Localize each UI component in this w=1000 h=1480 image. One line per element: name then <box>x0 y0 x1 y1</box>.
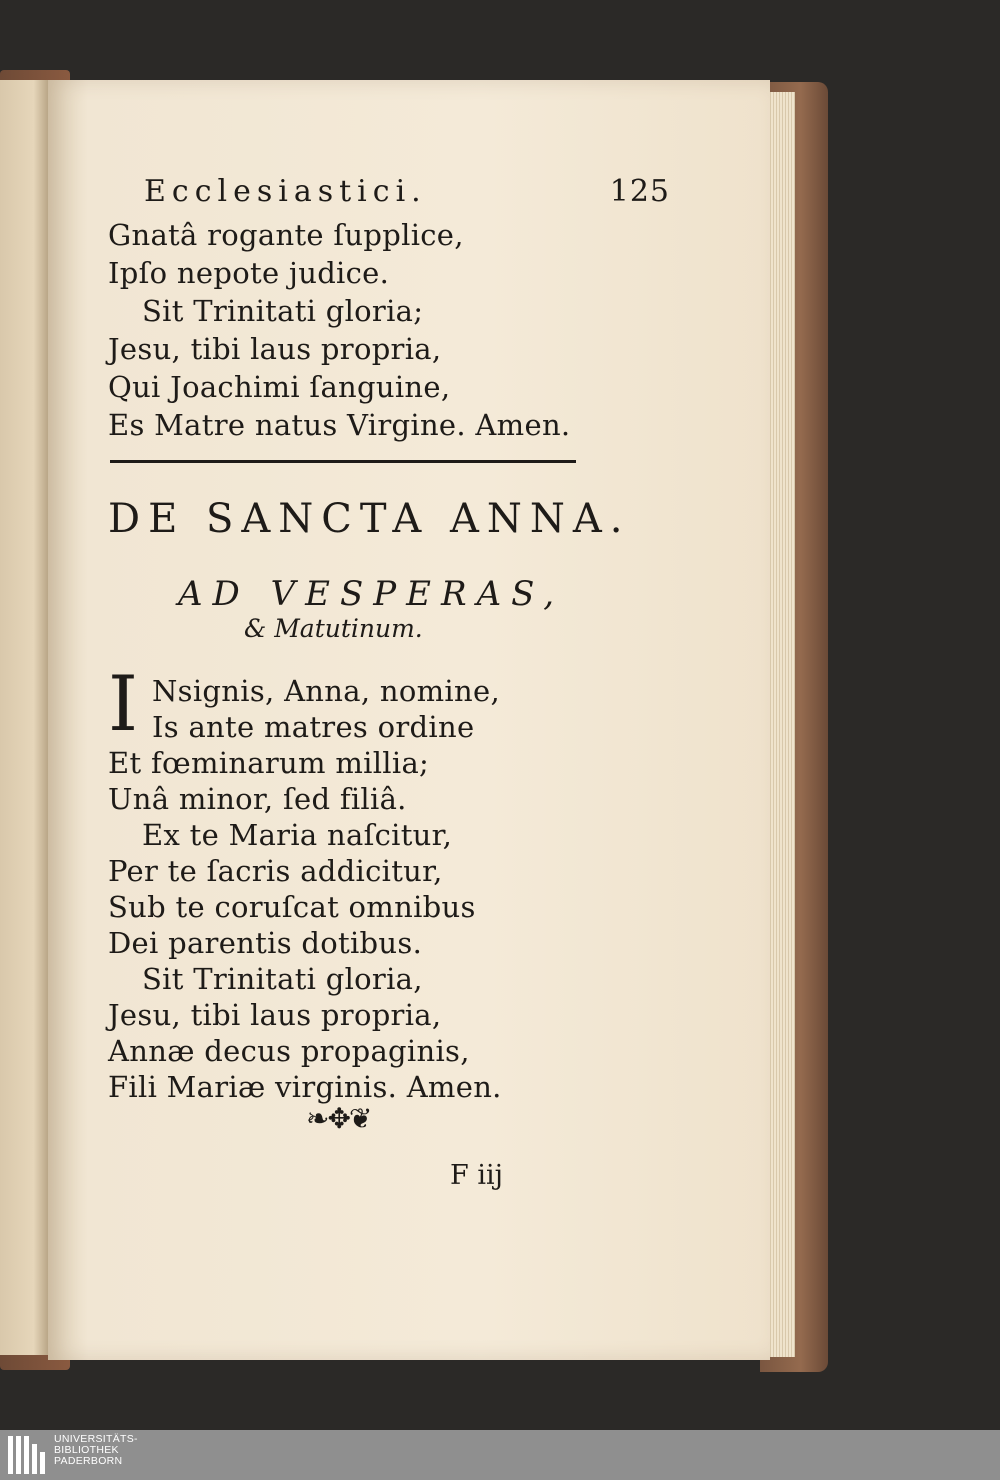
verse-line: Unâ minor, ſed filiâ. <box>108 782 407 816</box>
verse-line: Fili Mariæ virginis. Amen. <box>108 1070 502 1104</box>
verse-line: Ex te Maria naſcitur, <box>142 818 453 852</box>
verse-line: Es Matre natus Virgine. Amen. <box>108 408 571 442</box>
verse-line: Jesu, tibi laus propria, <box>108 998 442 1032</box>
verse-line: Et fœminarum millia; <box>108 746 430 780</box>
library-logo-text: UNIVERSITÄTS- BIBLIOTHEK PADERBORN <box>54 1433 138 1467</box>
verse-line: Is ante matres ordine <box>152 710 475 744</box>
verse-line: Qui Joachimi ſanguine, <box>108 370 451 404</box>
library-footer <box>0 1430 1000 1480</box>
section-subtitle: AD VESPERAS, <box>178 574 565 614</box>
book-page <box>48 80 770 1360</box>
library-logo-icon <box>8 1436 48 1474</box>
verse-line: Gnatâ rogante ſupplice, <box>108 218 464 252</box>
header-title: Ecclesiastici. <box>144 174 427 209</box>
verse-line: Sit Trinitati gloria, <box>142 962 423 996</box>
verse-line: Nsignis, Anna, nomine, <box>152 674 500 708</box>
section-title: DE SANCTA ANNA. <box>108 496 631 542</box>
signature-mark: F iij <box>450 1160 503 1191</box>
verse-line: Sit Trinitati gloria; <box>142 294 424 328</box>
running-header <box>144 174 670 209</box>
verse-line: Sub te coruſcat omnibus <box>108 890 476 924</box>
verse-line: Dei parentis dotibus. <box>108 926 423 960</box>
drop-cap: I <box>108 659 139 748</box>
left-page-edge <box>0 80 48 1355</box>
section-subtitle-2: & Matutinum. <box>244 614 423 643</box>
verse-line: Per te ſacris addicitur, <box>108 854 443 888</box>
page-number: 125 <box>609 174 670 209</box>
verse-line: Ipſo nepote judice. <box>108 256 390 290</box>
verse-line: Annæ decus propaginis, <box>108 1034 470 1068</box>
verse-line: Jesu, tibi laus propria, <box>108 332 442 366</box>
printer-ornament: ❧✥❦ <box>306 1102 371 1135</box>
section-divider <box>110 460 576 463</box>
